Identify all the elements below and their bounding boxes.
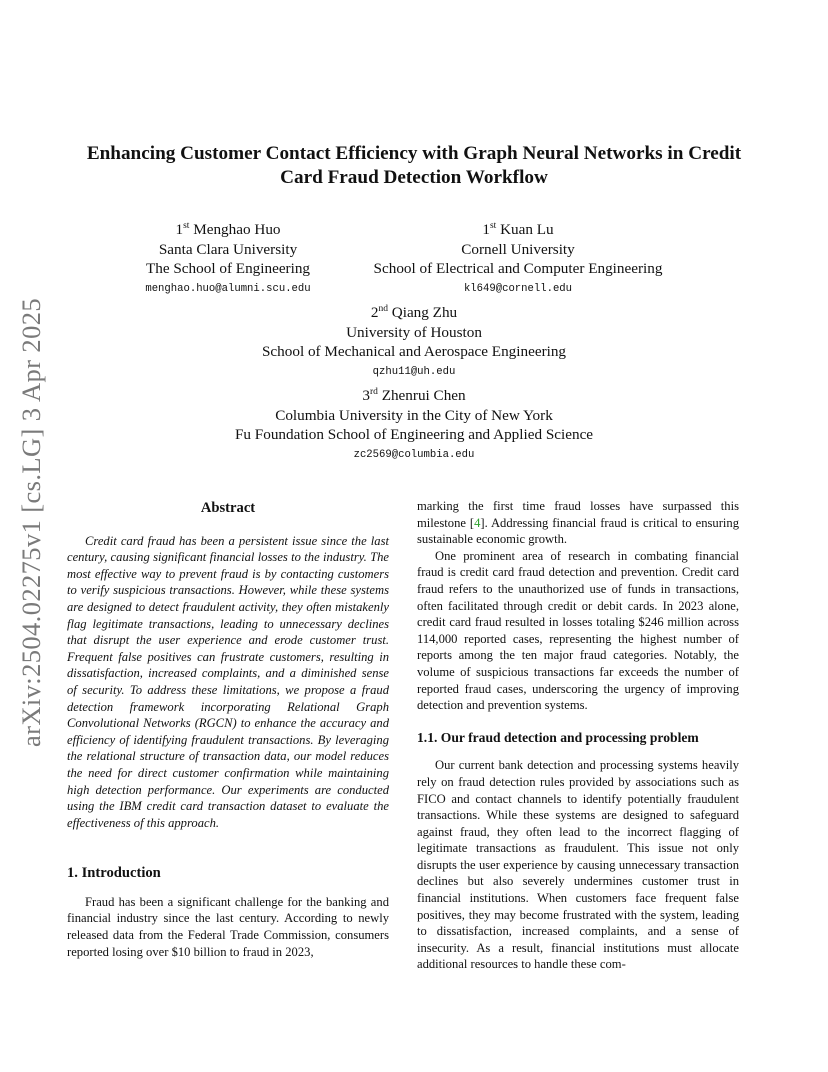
introduction-heading: 1. Introduction	[67, 865, 161, 882]
author-email: menghao.huo@alumni.scu.edu	[145, 282, 311, 295]
author-department: Fu Foundation School of Engineering and Applied Science	[234, 426, 594, 443]
paper-title: Enhancing Customer Contact Efficiency with Graph Neural Networks in Credit Card Fraud Detection Workflow	[86, 143, 742, 188]
citation-link[interactable]: 4	[474, 515, 481, 530]
author-name: 1st Kuan Lu	[482, 220, 554, 238]
author-affiliation: University of Houston	[346, 323, 482, 341]
author-affiliation: Columbia University in the City of New York	[275, 406, 553, 424]
left-column	[67, 498, 389, 960]
author-email: qzhu11@uh.edu	[372, 365, 456, 378]
body-paragraph: One prominent area of research in combating financial fraud is credit card fraud detection and prevention. Credit card fraud refers to the unauthorized use of funds in transactions, often facilitated through credit or debit cards. In 2023 alone, credit card fraud resulted in losses totaling $246 million across 114,000 reported cases, representing the highest number of reports among the ten major fraud categories. Notably, the volume of suspicious transactions far exceeds the number of reported fraud cases, underscoring the urgency of improving detection and prevention systems.	[417, 548, 739, 713]
author-name: 1st Menghao Huo	[175, 220, 281, 238]
author-department: The School of Engineering	[145, 260, 311, 277]
body-paragraph: marking the first time fraud losses have surpassed this milestone [4]. Addressing financial fraud is critical to ensuring sustainable economic growth.	[417, 499, 740, 547]
author-block-1	[110, 220, 346, 298]
author-block-3	[160, 303, 668, 381]
author-name: 3rd Zhenrui Chen	[362, 386, 466, 404]
subsection-heading: 1.1. Our fraud detection and processing problem	[417, 729, 699, 745]
author-department: School of Mechanical and Aerospace Engineering	[261, 343, 567, 360]
arxiv-identifier: arXiv:2504.02275v1 [cs.LG] 3 Apr 2025	[16, 297, 47, 747]
author-email: kl649@cornell.edu	[463, 282, 573, 295]
author-block-4	[160, 386, 668, 464]
author-affiliation: Cornell University	[461, 240, 575, 258]
body-paragraph: Our current bank detection and processing systems heavily rely on fraud detection rules provided by associations such as FICO and contact channels to identify potentially fraudulent transactions. While these systems are designed to safeguard against fraud, they often lead to the incorrect flagging of legitimate transactions as fraudulent. This issue not only disrupts the user experience by causing unnecessary transaction declines but also severely undermines customer trust in financial institutions. When customers face frequent false positives, they may become frustrated with the system, leading to dissatisfaction, increased complaints, and a sense of insecurity. As a result, financial institutions must allocate additional resources to handle these com-	[417, 758, 739, 972]
author-block-2	[350, 220, 686, 298]
author-email: zc2569@columbia.edu	[353, 448, 475, 461]
author-department: School of Electrical and Computer Engineering	[373, 260, 663, 277]
abstract-heading: Abstract	[200, 500, 256, 516]
author-name: 2nd Qiang Zhu	[370, 303, 458, 321]
right-column	[417, 498, 739, 973]
author-affiliation: Santa Clara University	[158, 240, 298, 258]
introduction-paragraph: Fraud has been a significant challenge for the banking and financial industry since the last century. According to newly released data from the Federal Trade Commission, consumers reported losing over $10 billion to fraud in 2023,	[67, 894, 389, 959]
abstract-text: Credit card fraud has been a persistent issue since the last century, causing significant financial losses to the industry. The most effective way to prevent fraud is by contacting customers to verify suspicious transactions. However, while these systems are designed to detect fraudulent activity, they often mistakenly flag legitimate transactions, leading to unnecessary declines that disrupt the user experience and erode customer trust. Frequent false positives can frustrate customers, resulting in dissatisfaction, increased complaints, and a diminished sense of security. To address these limitations, we propose a fraud detection framework incorporating Relational Graph Convolutional Networks (RGCN) to enhance the accuracy and efficiency of identifying fraudulent transactions. By leveraging the relational structure of transaction data, our model reduces the need for direct customer confirmation while maintaining high detection performance. Our experiments are conducted using the IBM credit card transaction dataset to evaluate the effectiveness of this approach.	[67, 533, 389, 830]
